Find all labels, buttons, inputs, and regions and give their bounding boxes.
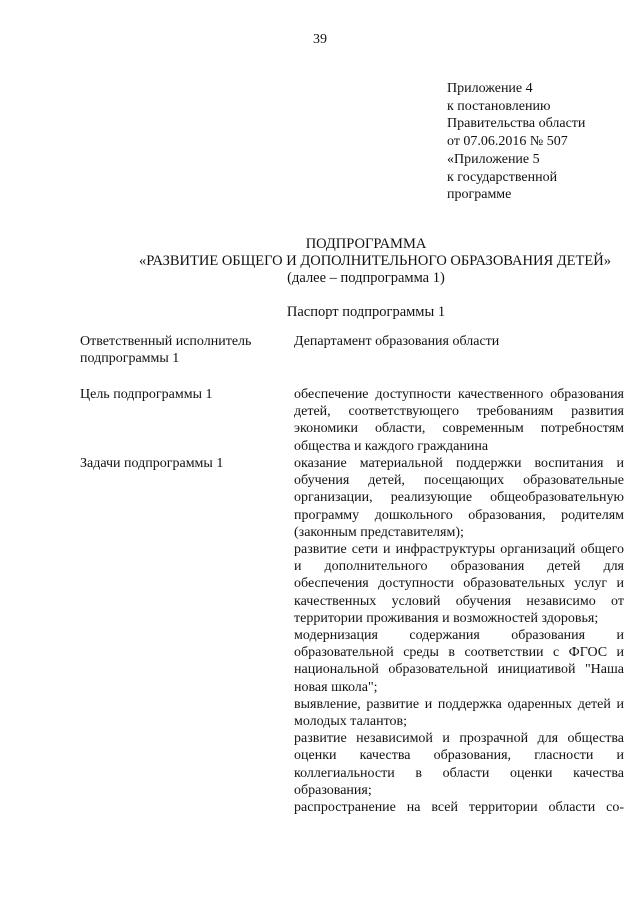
task-item: оказание материальной поддержки воспитания и обучения детей, посещающих образовательные организации, реализующие общеобразовательную программу дошкольного образования, родителям (законным представителям); [294, 456, 624, 540]
passport-title: Паспорт подпрограммы 1 [286, 304, 446, 320]
appendix-line: к государственной [447, 169, 558, 185]
title-line-3: (далее – подпрограмма 1) [287, 270, 445, 286]
row-label: Задачи подпрограммы 1 [80, 456, 224, 471]
row-label: Ответственный исполнитель подпрограммы 1 [80, 334, 252, 367]
appendix-line: Приложение 4 [447, 81, 533, 96]
row-value [294, 455, 624, 816]
task-item: развитие независимой и прозрачной для общества оценки качества образования, гласности и коллегиальности в области оценки качества образования; [294, 731, 624, 798]
appendix-line: программе [447, 187, 512, 203]
appendix-line: «Приложение 5 [447, 151, 540, 167]
appendix-line: Правительства области [447, 116, 586, 132]
appendix-line: от 07.06.2016 № 507 [447, 134, 568, 150]
task-item: выявление, развитие и поддержка одаренных детей и молодых талантов; [294, 696, 624, 730]
row-value [294, 386, 624, 455]
row-value: Департамент образования области [294, 334, 500, 349]
row-value-text: обеспечение доступности качественного образования детей, соответствующего требованиям развития экономики области, современным потребностям общества и каждого гражданина [294, 387, 624, 454]
title-line-1: ПОДПРОГРАММА [305, 236, 427, 252]
task-item: развитие сети и инфраструктуры организаций общего и дополнительного образования детей для обеспечения доступности образовательных услуг и качественных условий обучения независимо от территории проживания и возможностей здоровья; [294, 542, 624, 626]
task-item: распространение на всей территории области со- [294, 800, 624, 816]
row-label: Цель подпрограммы 1 [80, 387, 213, 402]
task-item: модернизация содержания образования и образовательной среды в соответствии с ФГОС и национальной образовательной инициативой "Наша новая школа"; [294, 628, 624, 695]
page-number: 39 [313, 32, 327, 47]
title-line-2: «РАЗВИТИЕ ОБЩЕГО И ДОПОЛНИТЕЛЬНОГО ОБРАЗОВАНИЯ ДЕТЕЙ» [139, 253, 611, 269]
appendix-note [447, 80, 585, 204]
document-title [0, 236, 640, 287]
appendix-line: к постановлению [447, 98, 551, 114]
